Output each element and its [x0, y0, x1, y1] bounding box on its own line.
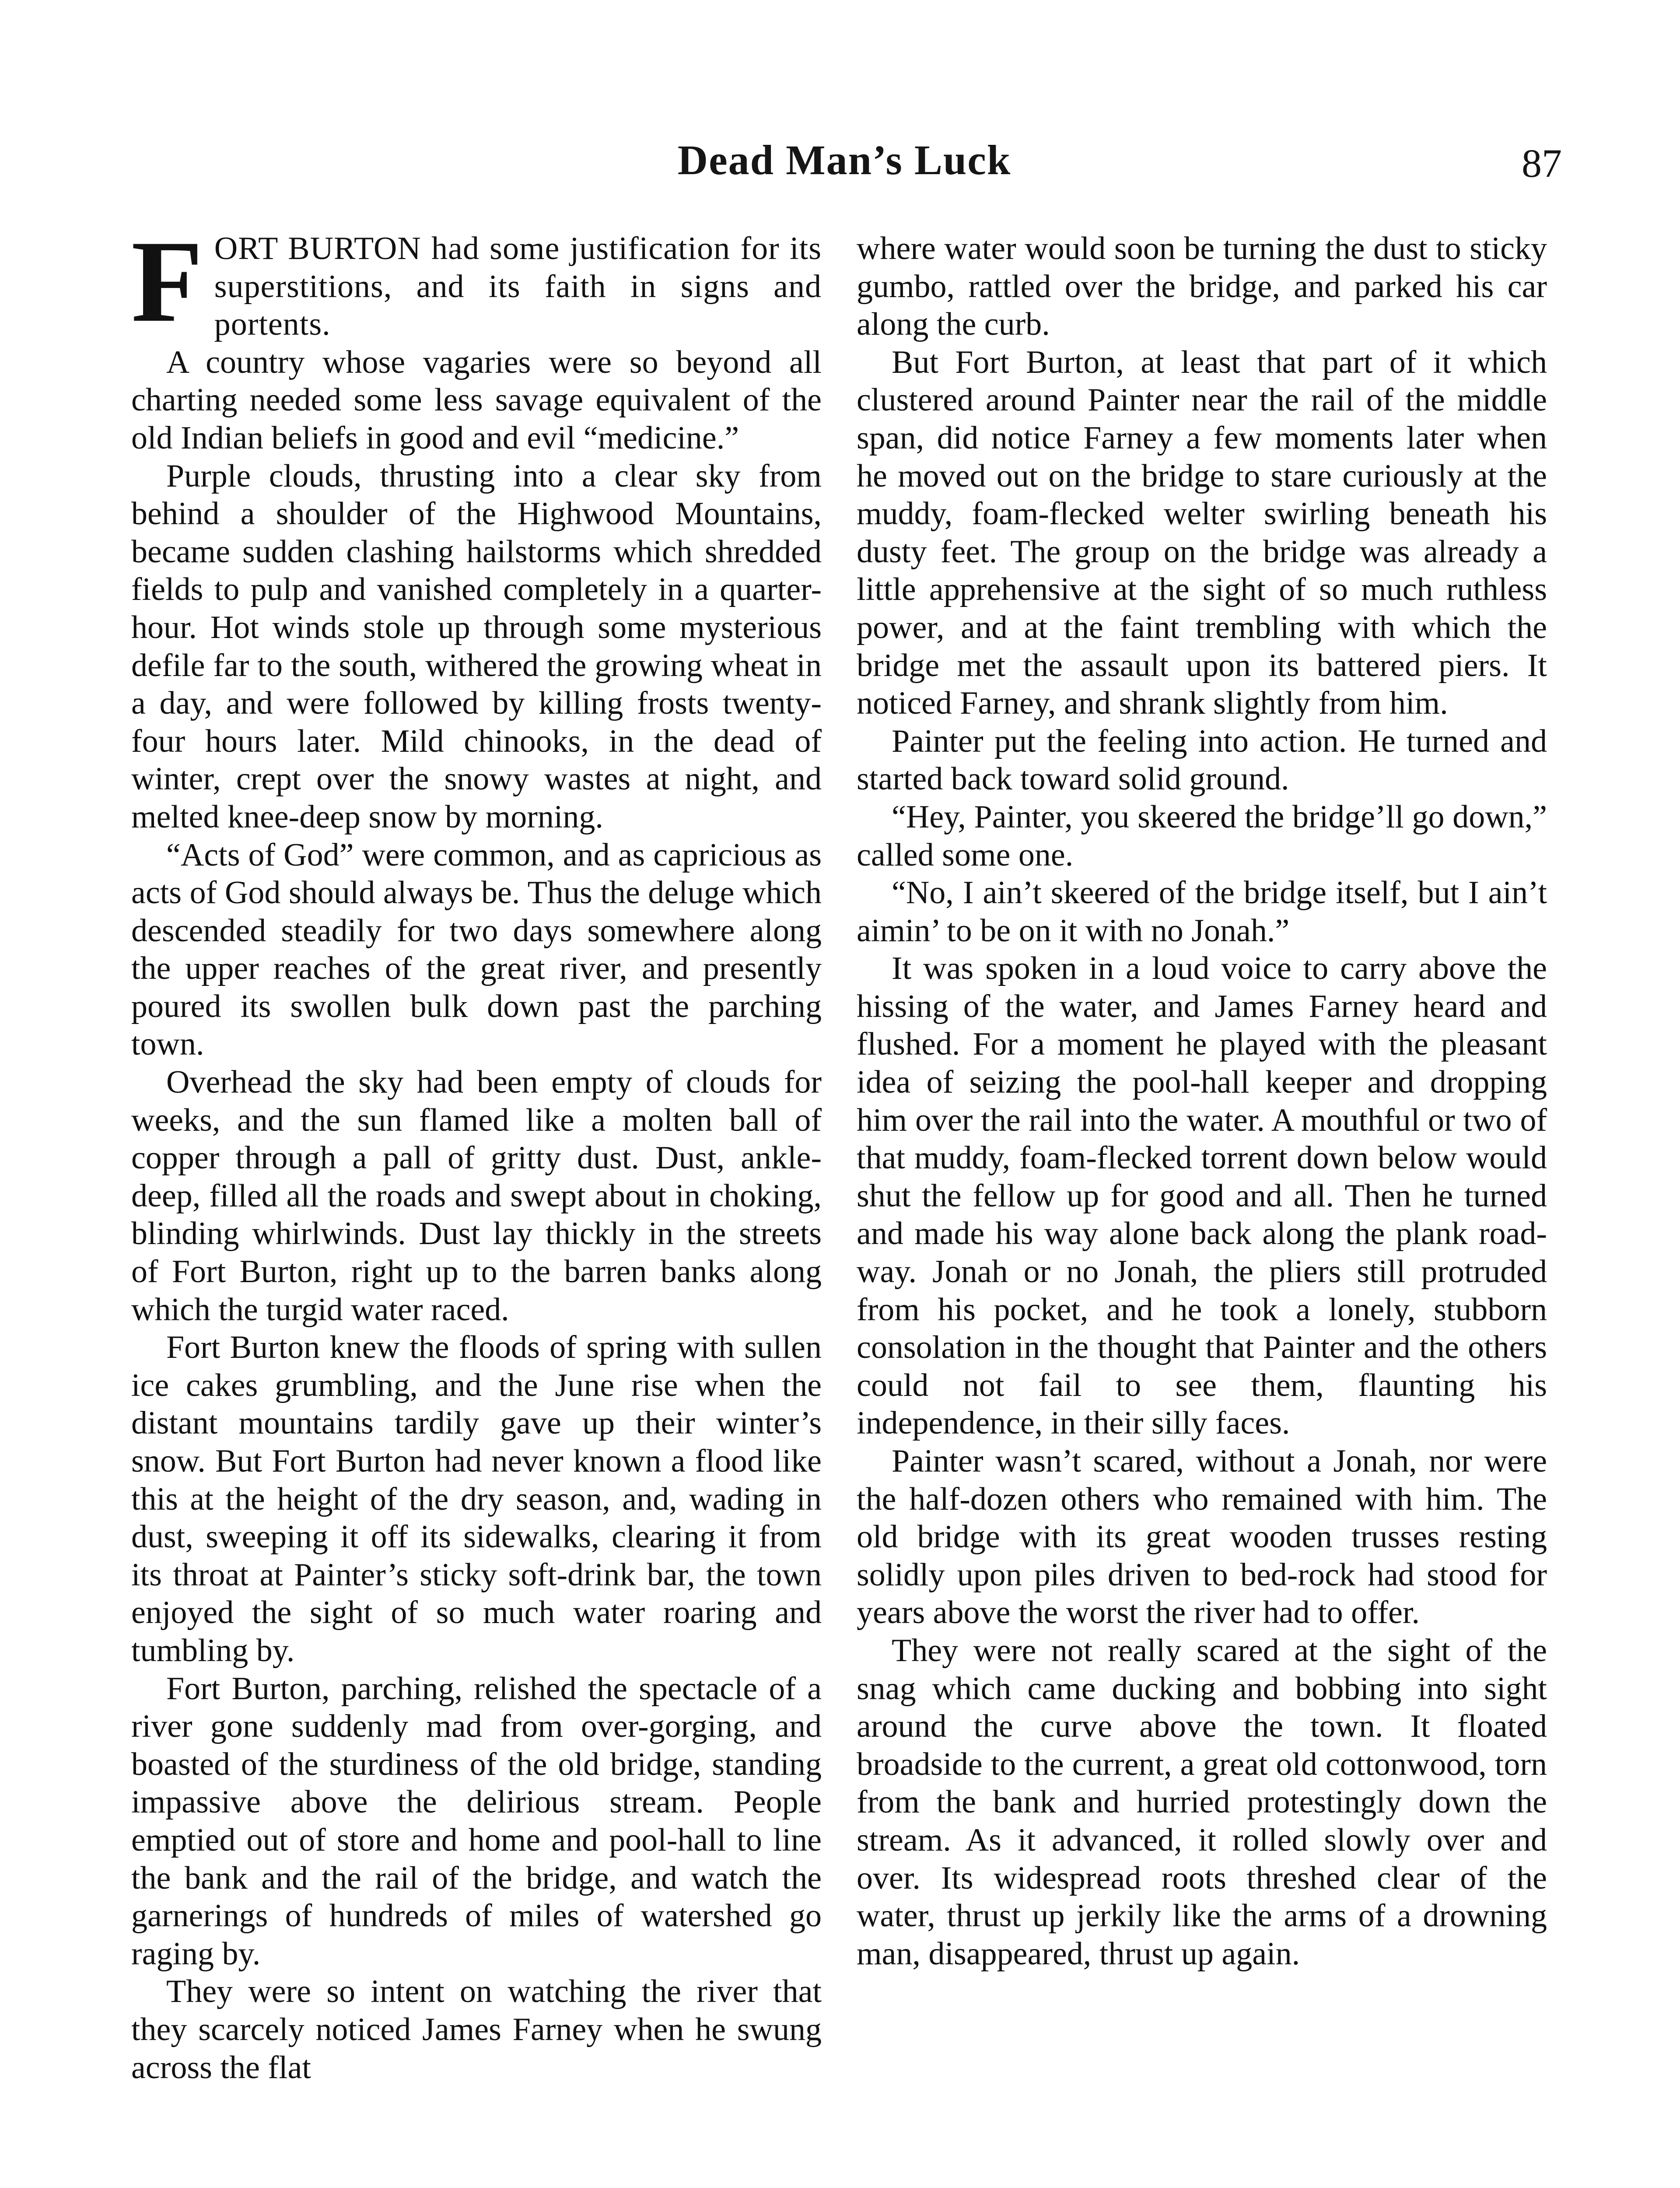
paragraph: Fort Burton knew the floods of spring with sullen ice cakes grumbling, and the June rise when the distant mountains tardily gave up their winter’s snow. But Fort Burton had never known a flood like this at the height of the dry season, and, wading in dust, sweeping it off its sidewalks, clearing it from its throat at Painter’s sticky soft-drink bar, the town enjoyed the sight of so much water roaring and tumbling by. [131, 1329, 822, 1669]
paragraph: Fort Burton, parching, relished the spectacle of a river gone suddenly mad from over-gorging, and boasted of the sturdiness of the old bridge, standing impassive above the delirious stream. People emptied out of store and home and pool-hall to line the bank and the rail of the bridge, and watch the garnerings of hundreds of miles of watershed go raging by. [131, 1670, 822, 1972]
paragraph: Overhead the sky had been empty of clouds for weeks, and the sun flamed like a molten ball of copper through a pall of gritty dust. Dust, ankle-deep, filled all the roads and swept about in choking, blinding whirlwinds. Dust lay thickly in the streets of Fort Burton, right up to the barren banks along which the turgid water raced. [131, 1064, 822, 1328]
paragraph: Painter put the feeling into action. He turned and started back toward solid ground. [857, 723, 1547, 797]
paragraph: A country whose vagaries were so beyond all charting needed some less savage equivalent of the old Indian beliefs in good and evil “medicine.” [131, 344, 822, 456]
paragraph: But Fort Burton, at least that part of it which clustered around Painter near the rail of the middle span, did notice Farney a few moments later when he moved out on the bridge to stare curiously at the muddy, foam-flecked welter swirling beneath his dusty feet. The group on the bridge was already a little apprehensive at the sight of so much ruthless power, and at the faint trembling with which the bridge met the assault upon its battered piers. It noticed Farney, and shrank slightly from him. [857, 344, 1547, 722]
page-title: Dead Man’s Luck [677, 137, 1012, 183]
paragraph: “No, I ain’t skeered of the bridge itself, but I ain’t aimin’ to be on it with no Jonah.” [857, 875, 1547, 949]
page-number: 87 [1522, 141, 1562, 186]
paragraph: Purple clouds, thrusting into a clear sky from behind a shoulder of the Highwood Mountains, became sudden clashing hailstorms which shredded fields to pulp and vanished completely in a quarter-hour. Hot winds stole up through some mysterious defile far to the south, withered the growing wheat in a day, and were followed by killing frosts twenty-four hours later. Mild chinooks, in the dead of winter, crept over the snowy wastes at night, and melted knee-deep snow by morning. [131, 458, 822, 835]
paragraph: Painter wasn’t scared, without a Jonah, nor were the half-dozen others who remained with him. The old bridge with its great wooden trusses resting solidly upon piles driven to bed-rock had stood for years above the worst the river had to offer. [857, 1443, 1547, 1631]
right-column [857, 230, 1547, 1973]
opening-paragraph [131, 216, 822, 346]
left-column [131, 216, 822, 2086]
paragraph: It was spoken in a loud voice to carry above the hissing of the water, and James Farney heard and flushed. For a moment he played with the pleasant idea of seizing the pool-hall keeper and dropping him over the rail into the water. A mouthful or two of that muddy, foam-flecked torrent down below would shut the fellow up for good and all. Then he turned and made his way alone back along the plank roadway. Jonah or no Jonah, the pliers still protruded from his pocket, and he took a lonely, stubborn consolation in the thought that Painter and the others could not fail to see them, flaunting his independence, in their silly faces. [857, 950, 1547, 1441]
drop-cap: F [131, 216, 203, 346]
paragraph: “Acts of God” were common, and as capricious as acts of God should always be. Thus the deluge which descended steadily for two days somewhere along the upper reaches of the great river, and presently poured its swollen bulk down past the parching town. [131, 837, 822, 1062]
opening-text: ORT BURTON had some justification for its superstitions, and its faith in signs and portents. [214, 231, 822, 343]
paragraph: They were not really scared at the sight of the snag which came ducking and bobbing into sight around the curve above the town. It floated broadside to the current, a great old cottonwood, torn from the bank and hurried protestingly down the stream. As it advanced, it rolled slowly over and over. Its widespread roots threshed clear of the water, thrust up jerkily like the arms of a drowning man, disappeared, thrust up again. [857, 1632, 1547, 1972]
paragraph: They were so intent on watching the river that they scarcely noticed James Farney when he swung across the flat [131, 1974, 822, 2086]
paragraph-continuation: where water would soon be turning the dust to sticky gumbo, rattled over the bridge, and parked his car along the curb. [857, 231, 1547, 343]
paragraph: “Hey, Painter, you skeered the bridge’ll go down,” called some one. [857, 799, 1547, 873]
